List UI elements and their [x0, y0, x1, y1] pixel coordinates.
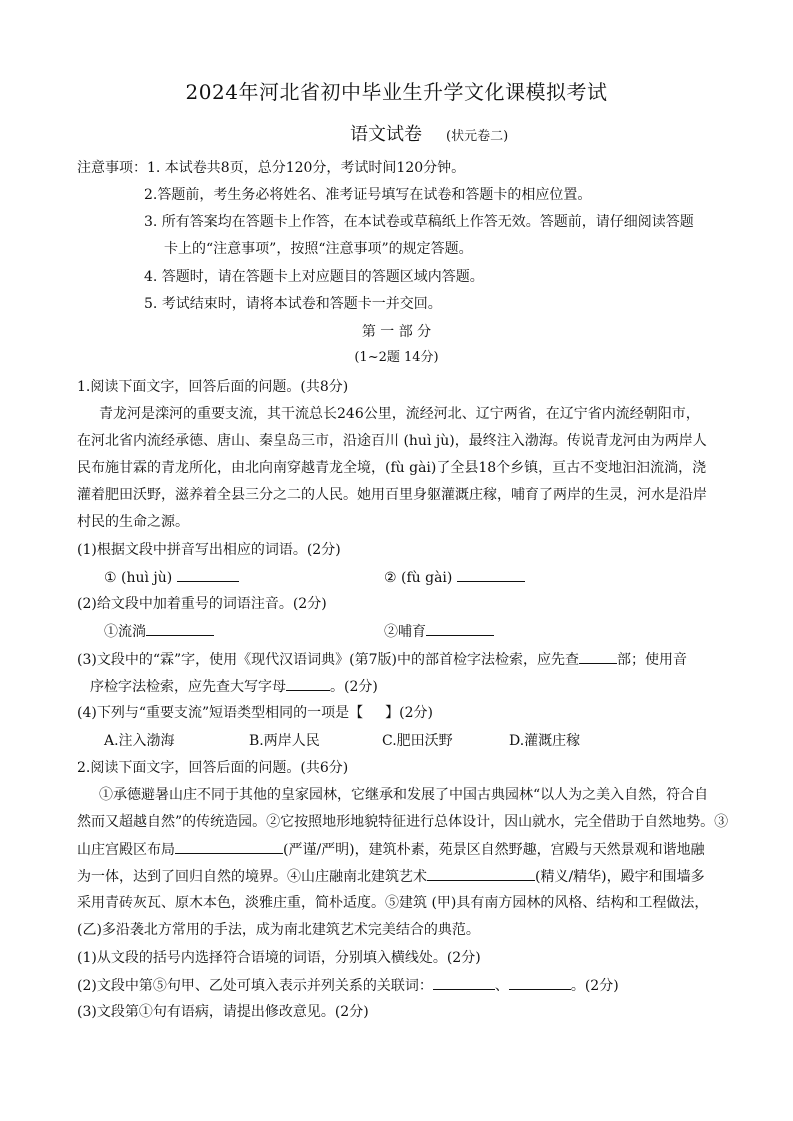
answer-blank[interactable] [426, 621, 494, 636]
q1-passage-line: 民布施甘霖的青龙所化，由北向南穿越青龙全境，(fù gài)了全县18个乡镇，亘古不变地汩汩流淌，浇 [77, 460, 707, 476]
notice-label: 注意事项： [77, 160, 147, 176]
question-1-stem: 1.阅读下面文字，回答后面的问题。(共8分) [77, 379, 349, 395]
q1-sub4: (4)下列与“重要支流”短语类型相同的一项是【 】(2分) [77, 705, 433, 721]
q1-sub1-a: ① (huì jù) [104, 567, 239, 588]
option-d: D.灌溉庄稼 [509, 733, 581, 749]
q1-passage-line: 村民的生命之源。 [77, 514, 189, 530]
question-2-stem: 2.阅读下面文字，回答后面的问题。(共6分) [77, 760, 349, 776]
q2-sub2: (2)文段中第⑤句甲、乙处可填入表示并列关系的关联词： 、 。(2分) [77, 975, 619, 996]
q1-sub2-a: ①流淌 [104, 621, 214, 642]
notice-item: 2.答题前，考生务必将姓名、准考证号填写在试卷和答题卡的相应位置。 [144, 187, 592, 203]
q1-sub2-b: ②哺育 [384, 621, 494, 642]
answer-blank[interactable] [286, 676, 330, 691]
q2-passage-line: 然而又超越自然”的传统造园。②它按照地形地貌特征进行总体设计，因山就水，完全借助于自然地势。③ [77, 814, 729, 830]
answer-blank[interactable] [175, 839, 283, 854]
notice-item: 5. 考试结束时，请将本试卷和答题卡一并交回。 [144, 296, 442, 312]
exam-subtitle [350, 120, 650, 146]
answer-blank[interactable] [177, 567, 239, 582]
option-c: C.肥田沃野 [382, 733, 453, 749]
answer-blank[interactable] [146, 621, 214, 636]
answer-blank[interactable] [509, 975, 571, 990]
q2-passage-line: 为一体，达到了回归自然的境界。④山庄融南北建筑艺术 (精义/精华)，殿宇和围墙多 [77, 866, 705, 887]
answer-blank[interactable] [433, 975, 495, 990]
q2-passage-line: 采用青砖灰瓦、原木本色，淡雅庄重，简朴适度。⑤建筑 (甲)具有南方园林的风格、结构和工程做法， [77, 895, 709, 911]
option-b: B.两岸人民 [249, 733, 320, 749]
answer-blank[interactable] [579, 649, 617, 664]
q2-passage-line: 山庄宫殿区布局 (严谨/严明)，建筑朴素，苑景区自然野趣，宫殿与天然景观和谐地融 [77, 839, 705, 860]
edition-tag: (状元卷二) [446, 129, 509, 144]
subject-name: 语文试卷 [350, 124, 422, 145]
q1-sub3-line1: (3)文段中的“霖”字，使用《现代汉语词典》(第7版)中的部首检字法检索，应先查 部；使用音 [77, 649, 687, 670]
q1-passage-line: 灌着肥田沃野，滋养着全县三分之二的人民。她用百里身躯灌溉庄稼，哺育了两岸的生灵，河水是沿岸 [77, 487, 707, 503]
q1-sub2: (2)给文段中加着重号的词语注音。(2分) [77, 596, 327, 612]
exam-title: 2024年河北省初中毕业生升学文化课模拟考试 [185, 80, 608, 104]
q2-passage-line: (乙)多沿袭北方常用的手法，成为南北建筑艺术完美结合的典范。 [77, 922, 480, 938]
q2-passage-line: ①承德避暑山庄不同于其他的皇家园林，它继承和发展了中国古典园林“以人为之美入自然，符合自 [99, 787, 709, 803]
q2-sub3: (3)文段第①句有语病，请提出修改意见。(2分) [77, 1004, 369, 1020]
q2-sub1: (1)从文段的括号内选择符合语境的词语，分别填入横线处。(2分) [77, 950, 481, 966]
option-a: A.注入渤海 [104, 733, 175, 749]
notice-item: 卡上的“注意事项”，按照“注意事项”的规定答题。 [164, 241, 473, 257]
part-title: 第 一 部 分 [361, 324, 432, 340]
answer-blank[interactable] [457, 567, 525, 582]
part-range: (1~2题 14分) [354, 350, 439, 365]
q1-sub1: (1)根据文段中拼音写出相应的词语。(2分) [77, 542, 341, 558]
q1-passage-line: 在河北省内流经承德、唐山、秦皇岛三市，沿途百川 (huì jù)，最终注入渤海。传说青龙河由为两岸人 [77, 433, 707, 449]
notice-item: 3. 所有答案均在答题卡上作答，在本试卷或草稿纸上作答无效。答题前，请仔细阅读答题 [144, 214, 694, 230]
notice-item: 4. 答题时，请在答题卡上对应题目的答题区域内答题。 [144, 269, 484, 285]
q1-passage-line: 青龙河是滦河的重要支流，其干流总长246公里，流经河北、辽宁两省，在辽宁省内流经朝阳市， [99, 406, 700, 422]
q1-sub1-b: ② (fù gài) [384, 567, 525, 588]
notice-item: 注意事项：1. 本试卷共8页，总分120分，考试时间120分钟。 [77, 160, 466, 176]
answer-blank[interactable] [427, 866, 535, 881]
q1-sub3-line2: 序检字法检索，应先查大写字母 。(2分) [90, 676, 378, 697]
